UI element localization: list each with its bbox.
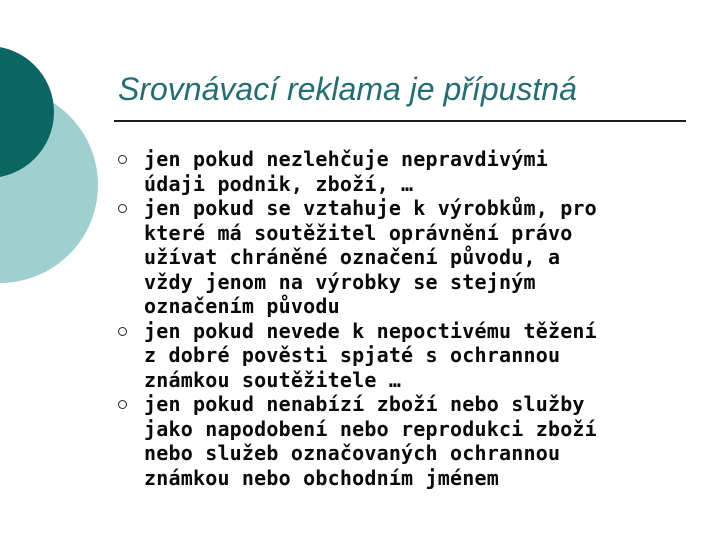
bullet-text-line: užívat chráněné označení původu, a xyxy=(144,245,561,269)
bullet-text-line: jen pokud se vztahuje k výrobkům, pro xyxy=(144,196,597,220)
circle-bullet-icon xyxy=(118,327,127,336)
bullet-text-line: z dobré pověsti spjaté s ochrannou xyxy=(144,343,561,367)
bullet-item xyxy=(118,147,698,196)
circle-bullet-icon xyxy=(118,204,127,213)
bullet-text-line: jen pokud nenabízí zboží nebo služby xyxy=(144,392,585,416)
bullet-text-line: které má soutěžitel oprávnění právo xyxy=(144,220,573,245)
bullet-item xyxy=(118,196,698,319)
bullet-text-line: označením původu xyxy=(144,294,340,318)
bullet-text-line: nebo služeb označovaných ochrannou xyxy=(144,441,561,465)
bullet-text-line: známkou soutěžitele … xyxy=(144,367,402,392)
circle-bullet-icon xyxy=(118,155,127,164)
bullet-item xyxy=(118,319,698,393)
bullet-list xyxy=(118,147,698,490)
bullet-text-line: jako napodobení nebo reprodukci zboží xyxy=(144,416,597,441)
circle-bullet-icon xyxy=(118,400,127,409)
bullet-text-line: známkou nebo obchodním jménem xyxy=(144,465,499,490)
bullet-text-line: vždy jenom na výrobky se stejným xyxy=(144,269,536,294)
bullet-text-line: údaji podnik, zboží, … xyxy=(144,171,414,196)
bullet-item xyxy=(118,392,698,490)
bullet-text-line: jen pokud nevede k nepoctivému těžení xyxy=(144,318,597,343)
title-divider xyxy=(114,120,686,122)
slide-title: Srovnávací reklama je přípustná xyxy=(118,71,577,107)
bullet-text-line: jen pokud nezlehčuje nepravdivými xyxy=(144,147,548,171)
